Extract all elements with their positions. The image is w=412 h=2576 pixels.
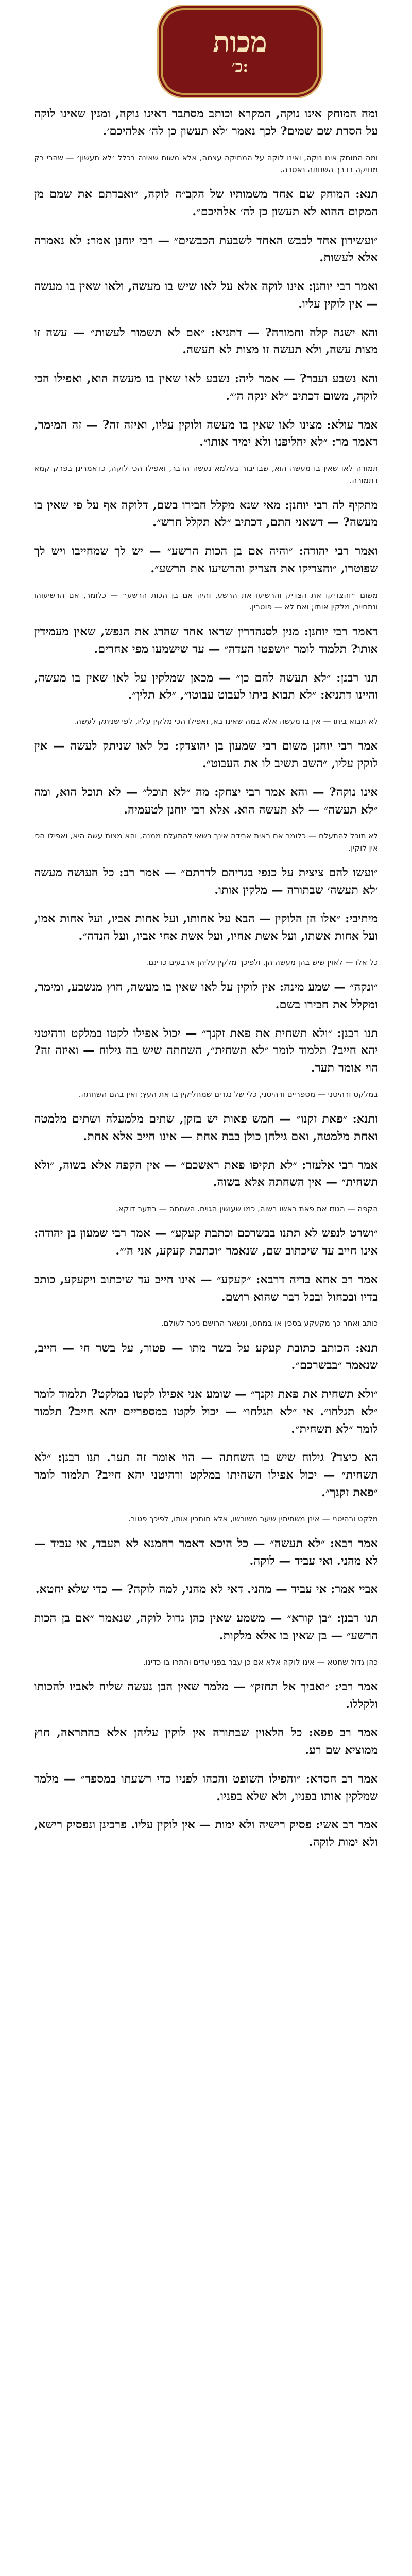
commentary-paragraph: מלקט ורהיטני — אינן משחיתין שיער משורשו, אלא חותכין אותו, לפיכך פטור. bbox=[128, 1514, 378, 1523]
gemara-paragraph: הא כיצד? גילוח שיש בו השחתה — הוי אומר זה תער. תנו רבנן: ״לא תשחית״ — יכול אפילו השחיתו במלקט ורהיטני יהא חייב? תלמוד לומר ״פאת זקנך״. bbox=[34, 1451, 378, 1499]
gemara-paragraph: תנא: הכותב כתובת קעקע על בשר מתו — פטור, על בשר חי — חייב, שנאמר ״בבשרכם״. bbox=[34, 1341, 378, 1372]
gemara-paragraph: ותנא: ״פאת זקנו״ — חמש פאות יש בזקן, שתים מלמעלה ושתים מלמטה ואחת מלמטה, ואם גילחן כולן בבת אחת — אינו חייב אלא אחת. bbox=[34, 1112, 378, 1143]
gemara-paragraph: מתקיף לה רבי יוחנן: מאי שנא מקלל חבירו בשם, דלוקה אף על פי שאין בו מעשה? — דשאני התם, דכתיב ״לא תקלל חרש״. bbox=[34, 498, 378, 530]
gemara-paragraph: תנא: המוחק שם אחד משמותיו של הקב״ה לוקה, ״ואבדתם את שמם מן המקום ההוא לא תעשון כן לה׳ אלהיכם״. bbox=[34, 188, 378, 218]
gemara-paragraph: ״ועשירון אחד לכבש האחד לשבעת הכבשים״ — רבי יוחנן אמר: לא נאמרה אלא לעשות. bbox=[34, 233, 378, 265]
gemara-paragraph: אמר רב חסדא: ״והפילו השופט והכהו לפניו כדי רשעתו במספר״ — מלמד שמלקין אותו בפניו, ולא שלא בפניו. bbox=[34, 1772, 378, 1803]
commentary-paragraph: משום ״והצדיקו את הצדיק והרשיעו את הרשע, והיה אם בן הכות הרשע״ — כלומר, אם הרשיעוהו ונתחייב, מלקין אותו; ואם לא — פוטרין. bbox=[34, 590, 378, 612]
commentary-paragraph: תמורה לאו שאין בו מעשה הוא, שבדיבור בעלמא נעשה הדבר, ואפילו הכי לוקה, כדאמרינן בפרק קמא דתמורה. bbox=[34, 464, 378, 485]
commentary-paragraph: לא תבוא ביתו — אין בו מעשה אלא במה שאינו בא, ואפילו הכי מלקין עליו, לפי שניתק לעשה. bbox=[74, 717, 378, 726]
commentary-paragraph: ומה המוחק אינו נוקה, ואינו לוקה על המחיקה עצמה, אלא משום שאינה בכלל ׳לא תעשון׳ — שהרי רק מחיקה בדרך השחתה נאסרה. bbox=[34, 152, 378, 174]
commentary-paragraph: הקפה — הגוזז את פאת ראשו בשוה, כמו שעושין הגוים. השחתה — בתער דוקא. bbox=[116, 1204, 378, 1213]
gemara-paragraph: ״ולא תשחית את פאת זקנך״ — שומע אני אפילו לקטו במלקט? תלמוד לומר ״לא תגלחו״. אי ״לא תגלחו״ — יכול לקטו במספריים יהא חייב? תלמוד לומר ״לא תשחית״. bbox=[34, 1387, 378, 1436]
gemara-paragraph: אמר רבי: ״ואביך אל תחזק״ — מלמד שאין הבן נעשה שליח לאביו להכותו ולקללו. bbox=[34, 1680, 378, 1711]
gemara-paragraph: תנו רבנן: ״בן קורא״ — משמע שאין כהן גדול לוקה, שנאמר ״אם בן הכות הרשע״ — בן שאין בו אלא מלקות. bbox=[34, 1612, 378, 1642]
gemara-paragraph: אמר רב אחא בריה דרבא: ״קעקע״ — אינו חייב עד שיכתוב ויקעקע, כותב בדיו ובכחול ובכל דבר שהוא רושם. bbox=[34, 1273, 378, 1304]
gemara-paragraph: אמר רבי אלעזר: ״לא תקיפו פאת ראשכם״ — אין הקפה אלא בשוה, ״ולא תשחית״ — אין השחתה אלא בשוה. bbox=[34, 1158, 378, 1190]
commentary-paragraph: כותב ואחר כך מקעקע בסכין או במחט, ונשאר הרושם ניכר לעולם. bbox=[161, 1318, 378, 1328]
gemara-paragraph: אינו נוקה? — והא אמר רבי יצחק: מה ״לא תוכל״ — לא תוכל הוא, ומה ״לא תעשה״ — לא תעשה הוא. אלא רבי יוחנן לטעמיה. bbox=[34, 785, 378, 817]
commentary-paragraph: כל אלו — לאוין שיש בהן מעשה הן, ולפיכך מלקין עליהן ארבעים כדינם. bbox=[146, 957, 378, 967]
gemara-paragraph: אמר עולא: מצינו לאו שאין בו מעשה ולוקין עליו, ואיזה זה? — זה המימר, דאמר מר: ״לא יחליפנו ולא ימיר אותו״. bbox=[34, 418, 378, 449]
gemara-paragraph: ואמר רבי יוחנן: אינו לוקה אלא על לאו שיש בו מעשה, ולאו שאין בו מעשה — אין לוקין עליו. bbox=[34, 280, 378, 311]
gemara-paragraph: ואמר רבי יהודה: ״והיה אם בן הכות הרשע״ — יש לך שמחייבו ויש לך שפוטרו, ״והצדיקו את הצדיק והרשיעו את הרשע״. bbox=[34, 545, 378, 575]
gemara-paragraph: אמר רבי יוחנן משום רבי שמעון בן יהוצדק: כל לאו שניתק לעשה — אין לוקין עליו, ״השב תשיב לו את העבוט״. bbox=[34, 739, 378, 770]
tractate-plaque bbox=[163, 10, 317, 93]
commentary-paragraph: כהן גדול שחטא — אינו לוקה אלא אם כן עבר בפני עדים והתרו בו כדינו. bbox=[143, 1657, 378, 1667]
gemara-paragraph: והא נשבע ועבר? — אמר ליה: נשבע לאו שאין בו מעשה הוא, ואפילו הכי לוקה, משום דכתיב ״לא ינקה ה׳״. bbox=[34, 372, 378, 403]
header bbox=[34, 0, 378, 106]
gemara-paragraph: ״ושרט לנפש לא תתנו בבשרכם וכתבת קעקע״ — אמר רבי שמעון בן יהודה: אינו חייב עד שיכתוב שם, שנאמר ״וכתבת קעקע, אני ה׳״. bbox=[34, 1227, 378, 1258]
page-number: כ׳: bbox=[231, 57, 249, 76]
talmud-text bbox=[34, 106, 378, 1852]
gemara-paragraph: ״ועשו להם ציצית על כנפי בגדיהם לדרתם״ — אמר רב: כל העושה מעשה ׳לא תעשה׳ שבתורה — מלקין אותו. bbox=[34, 866, 378, 897]
commentary-paragraph: במלקט ורהיטני — מספריים ורהיטני, כלי של נגרים שמחליקין בו את העץ; ואין בהם השחתה. bbox=[78, 1089, 378, 1099]
gemara-paragraph: תנו רבנן: ״לא תעשה להם כן״ — מכאן שמלקין על לאו שאין בו מעשה, והיינו דתניא: ״לא תבוא ביתו לעבוט עבוטו״, ״לא תלין״. bbox=[34, 671, 378, 702]
commentary-paragraph: לא תוכל להתעלם — כלומר אם ראית אבידה אינך רשאי להתעלם ממנה, והא מצות עשה היא, ואפילו הכי אין לוקין. bbox=[34, 831, 378, 853]
gemara-paragraph: מיתיבי: ״אלו הן הלוקין — הבא על אחותו, ועל אחות אביו, ועל אחות אמו, ועל אחות אשתו, ועל אשת אחיו, ועל אשת אחי אביו, ועל הנדה״. bbox=[34, 912, 378, 943]
gemara-paragraph: והא ישנה קלה וחמורה? — דתניא: ״אם לא תשמור לעשות״ — עשה זו מצות עשה, ולא תעשה זו מצות לא תעשה. bbox=[34, 326, 378, 357]
gemara-paragraph: ומה המוחק אינו נוקה, המקרא וכותב מסתבר דאינו נוקה, ומנין שאינו לוקה על הסרת שם שמים? לכך נאמר ׳לא תעשון כן לה׳ אלהיכם׳. bbox=[34, 107, 378, 138]
gemara-paragraph: ״ונקה״ — שמע מינה: אין לוקין על לאו שאין בו מעשה, חוץ מנשבע, ומימר, ומקלל את חבירו בשם. bbox=[34, 980, 378, 1011]
tractate-title: מכות bbox=[213, 25, 267, 59]
gemara-paragraph: אמר רב אשי: פסיק רישיה ולא ימות — אין לוקין עליו. פרכינן ונפסיק רישא, ולא ימות לוקה. bbox=[34, 1818, 378, 1849]
gemara-paragraph: אביי אמר: אי עביד — מהני. דאי לא מהני, למה לוקה? — כדי שלא יחטא. bbox=[35, 1583, 378, 1597]
gemara-paragraph: אמר רב פפא: כל הלאוין שבתורה אין לוקין עליהן אלא בהתראה, חוץ ממוציא שם רע. bbox=[34, 1726, 378, 1757]
gemara-paragraph: תנו רבנן: ״ולא תשחית את פאת זקנך״ — יכול אפילו לקטו במלקט ורהיטני יהא חייב? תלמוד לומר ״לא תשחית״, השחתה שיש בה גילוח — ואיזה זה? הוי אומר תער. bbox=[34, 1026, 378, 1075]
gemara-paragraph: אמר רבא: ״לא תעשה״ — כל היכא דאמר רחמנא לא תעבד, אי עביד — לא מהני. ואי עביד — לוקה. bbox=[34, 1536, 378, 1568]
gemara-paragraph: דאמר רבי יוחנן: מנין לסנהדרין שראו אחד שהרג את הנפש, שאין מעמידין אותו? תלמוד לומר ״ושפטו העדה״ — עד שישמעו מפי אחרים. bbox=[34, 625, 378, 656]
